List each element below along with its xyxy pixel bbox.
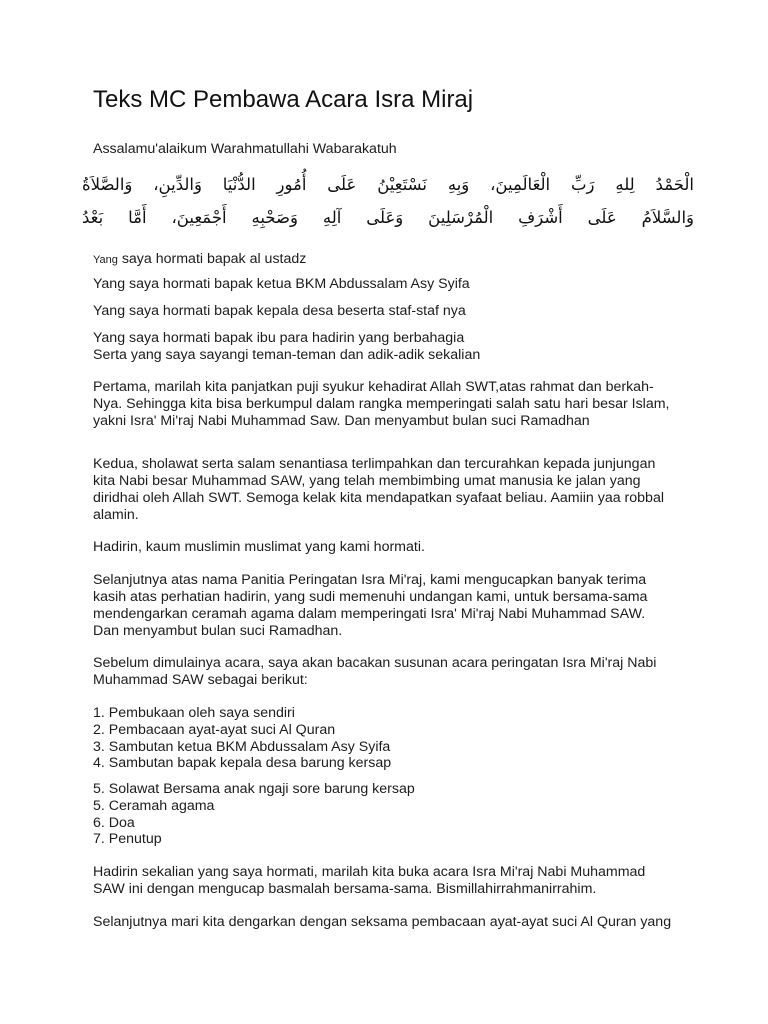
para-last-line: Selanjutnya mari kita dengarkan dengan seksama pembacaan ayat-ayat suci Al Quran yang [93, 914, 672, 930]
arabic-line-1: الْحَمْدُ لِلهِ رَبِّ الْعَالَمِينَ، وَبِهِ نَسْتَعِيْنُ عَلَى أُمُورِ الدُّنْيَا وَالدِّينِ، وَالصَّلاَةُ [82, 175, 694, 194]
honorific-line-1-rest: saya hormati bapak al ustadz [117, 251, 307, 267]
honorific-line-3: Yang saya hormati bapak kepala desa beserta staf-staf nya [93, 303, 466, 319]
para-basmalah-line: SAW ini dengan mengucap basmalah bersama-sama. Bismillahirrahmanirrahim. [93, 881, 597, 897]
para-pertama-line: Nya. Sehingga kita bisa berkumpul dalam rangka memperingati salah satu hari besar Islam, [93, 396, 670, 412]
agenda-item: 5. Solawat Bersama anak ngaji sore barung kersap [93, 781, 415, 797]
para-pertama-line: yakni Isra' Mi'raj Nabi Muhammad Saw. Dan menyambut bulan suci Ramadhan [93, 413, 590, 429]
agenda-item: 3. Sambutan ketua BKM Abdussalam Asy Syifa [93, 739, 391, 755]
agenda-item: 2. Pembacaan ayat-ayat suci Al Quran [93, 722, 336, 738]
para-kedua-line: Kedua, sholawat serta salam senantiasa terlimpahkan dan tercurahkan kepada junjungan [93, 456, 656, 472]
agenda-item: 6. Doa [93, 815, 135, 831]
para-kedua-line: alamin. [93, 507, 139, 523]
page-title: Teks MC Pembawa Acara Isra Miraj [93, 86, 474, 113]
honorific-line-5: Serta yang saya sayangi teman-teman dan adik-adik sekalian [93, 347, 481, 363]
agenda-item: 5. Ceramah agama [93, 798, 215, 814]
greeting: Assalamu'alaikum Warahmatullahi Wabarakatuh [93, 141, 397, 157]
hadirin-line: Hadirin, kaum muslimin muslimat yang kami hormati. [93, 539, 425, 555]
honorific-line-4: Yang saya hormati bapak ibu para hadirin yang berbahagia [93, 330, 465, 346]
honorific-line-2: Yang saya hormati bapak ketua BKM Abdussalam Asy Syifa [93, 276, 470, 292]
para-selanjutnya-line: mendengarkan ceramah agama dalam memperingati Isra' Mi'raj Nabi Muhammad SAW. [93, 606, 646, 622]
arabic-line-2: وَالسَّلاَمُ عَلَى أَشْرَفِ الْمُرْسَلِينَ وَعَلَى آلِهِ وَصَحْبِهِ أَجْمَعِينَ، أَمَّا بَعْدُ [82, 208, 694, 227]
para-selanjutnya-line: kasih atas perhatian hadirin, yang sudi memenuhi undangan kami, untuk bersama-sama [93, 589, 648, 605]
agenda-item: 4. Sambutan bapak kepala desa barung kersap [93, 755, 392, 771]
agenda-item: 7. Penutup [93, 831, 162, 847]
honorific-line-1-prefix: Yang [93, 254, 118, 266]
honorific-line-1 [93, 251, 306, 269]
para-selanjutnya-line: Dan menyambut bulan suci Ramadhan. [93, 623, 343, 639]
para-kedua-line: diridhai oleh Allah SWT. Semoga kelak kita mendapatkan syafaat beliau. Aamiin yaa robbal [93, 490, 664, 506]
para-kedua-line: kita Nabi besar Muhammad SAW, yang telah membimbing umat manusia ke jalan yang [93, 473, 641, 489]
para-sebelum-line: Muhammad SAW sebagai berikut: [93, 672, 308, 688]
para-basmalah-line: Hadirin sekalian yang saya hormati, marilah kita buka acara Isra Mi'raj Nabi Muhammad [93, 864, 646, 880]
agenda-item: 1. Pembukaan oleh saya sendiri [93, 705, 295, 721]
para-selanjutnya-line: Selanjutnya atas nama Panitia Peringatan Isra Mi'raj, kami mengucapkan banyak terima [93, 572, 647, 588]
para-pertama-line: Pertama, marilah kita panjatkan puji syukur kehadirat Allah SWT,atas rahmat dan berkah- [93, 379, 654, 395]
para-sebelum-line: Sebelum dimulainya acara, saya akan bacakan susunan acara peringatan Isra Mi'raj Nabi [93, 655, 657, 671]
